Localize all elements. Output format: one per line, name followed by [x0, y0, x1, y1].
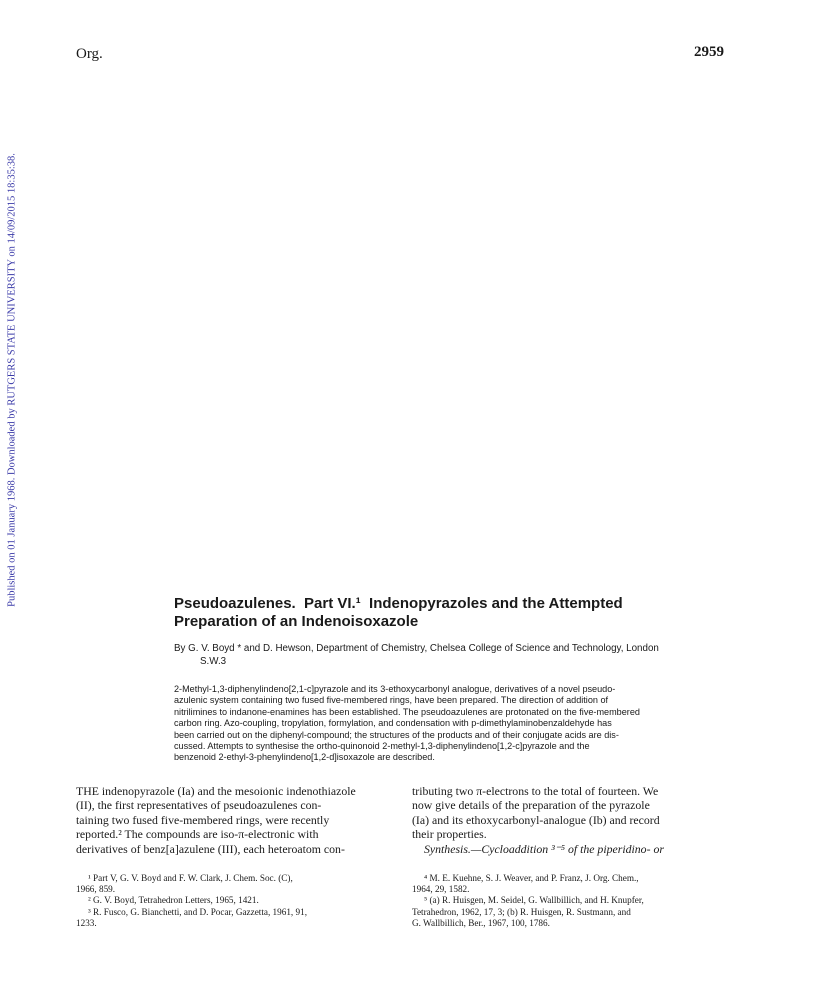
abstract — [174, 684, 730, 764]
authors-line-2: S.W.3 — [200, 655, 227, 667]
body-line: taining two fused five-membered rings, were recently — [76, 812, 330, 827]
body-left-column — [76, 784, 394, 856]
body-line: tributing two π-electrons to the total of fourteen. We — [412, 784, 659, 798]
footnote-line: ¹ Part V, G. V. Boyd and F. W. Clark, J. Chem. Soc. (C), — [88, 873, 293, 883]
body-line: THE indenopyrazole (Ia) and the mesoionic indenothiazole — [76, 784, 356, 798]
authors-line-1: By G. V. Boyd * and D. Hewson, Department of Chemistry, Chelsea College of Science and Technology, London — [174, 643, 659, 654]
body-line: now give details of the preparation of the pyrazole — [412, 798, 650, 813]
title-line-2: Preparation of an Indenoisoxazole — [174, 613, 419, 630]
footnote-line: ² G. V. Boyd, Tetrahedron Letters, 1965, 1421. — [88, 895, 259, 906]
download-notice — [4, 150, 20, 610]
abstract-line: 2-Methyl-1,3-diphenylindeno[2,1-c]pyrazole and its 3-ethoxycarbonyl analogue, derivatives of a novel pseudo- — [174, 684, 616, 694]
footnotes-right — [412, 873, 730, 929]
footnote-line: 1966, 859. — [76, 884, 116, 895]
footnote-line: Tetrahedron, 1962, 17, 3; (b) R. Huisgen, R. Sustmann, and — [412, 906, 631, 917]
footnote-line: ³ R. Fusco, G. Bianchetti, and D. Pocar, Gazzetta, 1961, 91, — [88, 906, 308, 917]
body-line: their properties. — [412, 827, 487, 842]
footnote-line: 1964, 29, 1582. — [412, 884, 470, 895]
page-number: 2959 — [694, 44, 724, 60]
footnote-line: 1233. — [76, 917, 97, 928]
article-title — [174, 595, 730, 631]
author-affiliation — [174, 643, 730, 668]
body-line: (II), the first representatives of pseudoazulenes con- — [76, 798, 322, 813]
footnote-line: ⁵ (a) R. Huisgen, M. Seidel, G. Wallbillich, and H. Knupfer, — [424, 895, 644, 906]
abstract-line: carbon ring. Azo-coupling, tropylation, formylation, and condensation with p-dimethylaminobenzaldehyde has — [174, 718, 612, 729]
download-notice-text: Published on 01 January 1968. Downloaded by RUTGERS STATE UNIVERSITY on 14/09/2015 18:35:38. — [6, 153, 18, 607]
abstract-line: azulenic system containing two fused five-membered rings, have been prepared. The direction of addition of — [174, 695, 609, 706]
abstract-line: been carried out on the diphenyl-compound; the structures of the products and of their conjugate acids are dis- — [174, 729, 619, 740]
footnotes-left — [76, 873, 394, 929]
body-line: derivatives of benz[a]azulene (III), each heteroatom con- — [76, 841, 345, 856]
body-right-column — [412, 784, 730, 856]
abstract-line: benzenoid 2-ethyl-3-phenylindeno[1,2-d]isoxazole are described. — [174, 752, 435, 763]
body-line: reported.² The compounds are iso-π-electronic with — [76, 827, 319, 842]
abstract-line: cussed. Attempts to synthesise the ortho-quinonoid 2-methyl-1,3-diphenylindeno[1,2-c]pyrazole and the — [174, 741, 590, 752]
abstract-line: nitrilimines to indanone-enamines has been established. The pseudoazulenes are protonated on the five-membered — [174, 706, 640, 717]
footnote-line: ⁴ M. E. Kuehne, S. J. Weaver, and P. Franz, J. Org. Chem., — [424, 873, 639, 883]
body-line: (Ia) and its ethoxycarbonyl-analogue (Ib) and record — [412, 812, 660, 827]
footnote-line: G. Wallbillich, Ber., 1967, 100, 1786. — [412, 917, 550, 928]
title-line-1: Pseudoazulenes. Part VI.¹ Indenopyrazoles and the Attempted — [174, 595, 623, 612]
body-line: Synthesis.—Cycloaddition ³⁻⁵ of the piperidino- or — [424, 841, 664, 856]
journal-name: Org. — [76, 46, 103, 62]
